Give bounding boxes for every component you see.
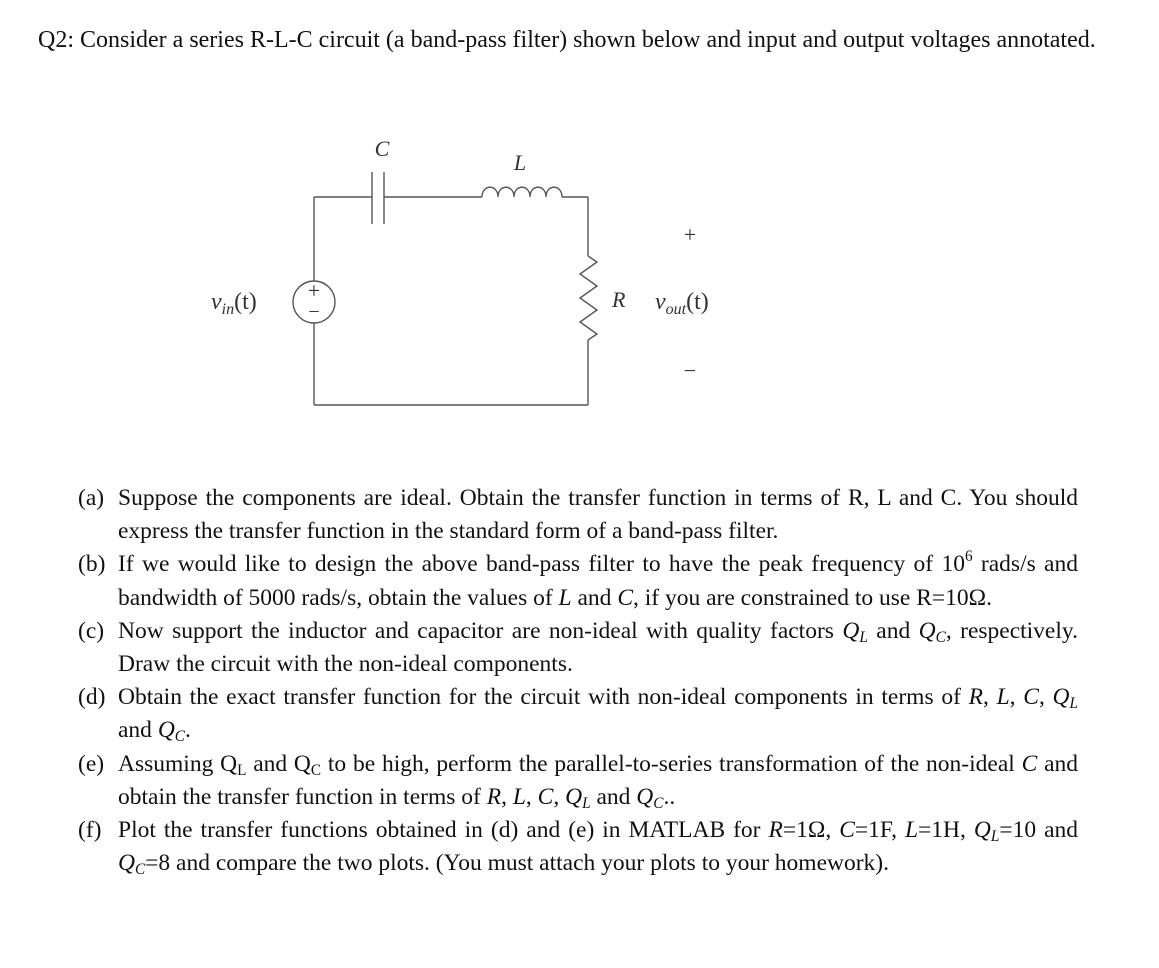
part-c: (c) Now support the inductor and capacitor are non-ideal with quality factors $Q_L$ and $Q_C$, respectively. Draw the circuit with the non-ideal components. (78, 615, 1078, 681)
part-a (78, 482, 1078, 548)
part-f-tag: (f) (78, 817, 102, 844)
part-e: (e) Assuming $Q_L$ and $Q_C$ to be high, perform the parallel-to-series transformation of the non-ideal C and obtain the transfer function in terms of R, L, C, $Q_L$ and $Q_C$.. (78, 748, 1078, 814)
part-a-text: Suppose the components are ideal. Obtain the transfer function in terms of R, L and C. You should express the transfer function in the standard form of a band-pass filter. (118, 485, 1078, 545)
part-b-tag: (b) (78, 551, 106, 578)
output-minus: − (683, 358, 697, 383)
resistor-zigzag (580, 256, 597, 340)
inductor-coil (482, 187, 562, 197)
part-a-tag: (a) (78, 485, 105, 511)
output-plus: + (683, 222, 697, 247)
input-voltage-label: $v_{in}(t)$ (211, 289, 257, 318)
output-voltage-label: $v_{out}(t)$ (655, 289, 709, 318)
question-parts (78, 482, 1078, 880)
capacitor-label: C (374, 136, 390, 161)
part-f: (f) Plot the transfer functions obtained in (d) and (e) in MATLAB for R=1Ω, C=1F, L=1H, $Q_L=10$ and $Q_C=8$ and compare the two plots. (You must attach your plots to your homework). (78, 814, 1078, 880)
part-c-tag: (c) (78, 617, 105, 644)
question-intro: Q2: Consider a series R-L-C circuit (a band-pass filter) shown below and input and output voltages annotated. (38, 27, 1096, 53)
inductor-label: L (513, 150, 527, 175)
part-d-tag: (d) (78, 684, 106, 711)
rlc-circuit-diagram (0, 120, 1159, 420)
part-b: (b) If we would like to design the above band-pass filter to have the peak frequency of $10^6$ rads/s and bandwidth of 5000 rads/s, obtain the values of L and C, if you are constrained to use R=10Ω. (78, 548, 1078, 611)
part-d: (d) Obtain the exact transfer function for the circuit with non-ideal components in terms of R, L, C, $Q_L$ and $Q_C$. (78, 681, 1078, 747)
resistor-label: R (612, 287, 626, 312)
source-plus: + (307, 278, 321, 303)
part-e-tag: (e) (78, 750, 105, 777)
source-minus: − (308, 301, 320, 323)
